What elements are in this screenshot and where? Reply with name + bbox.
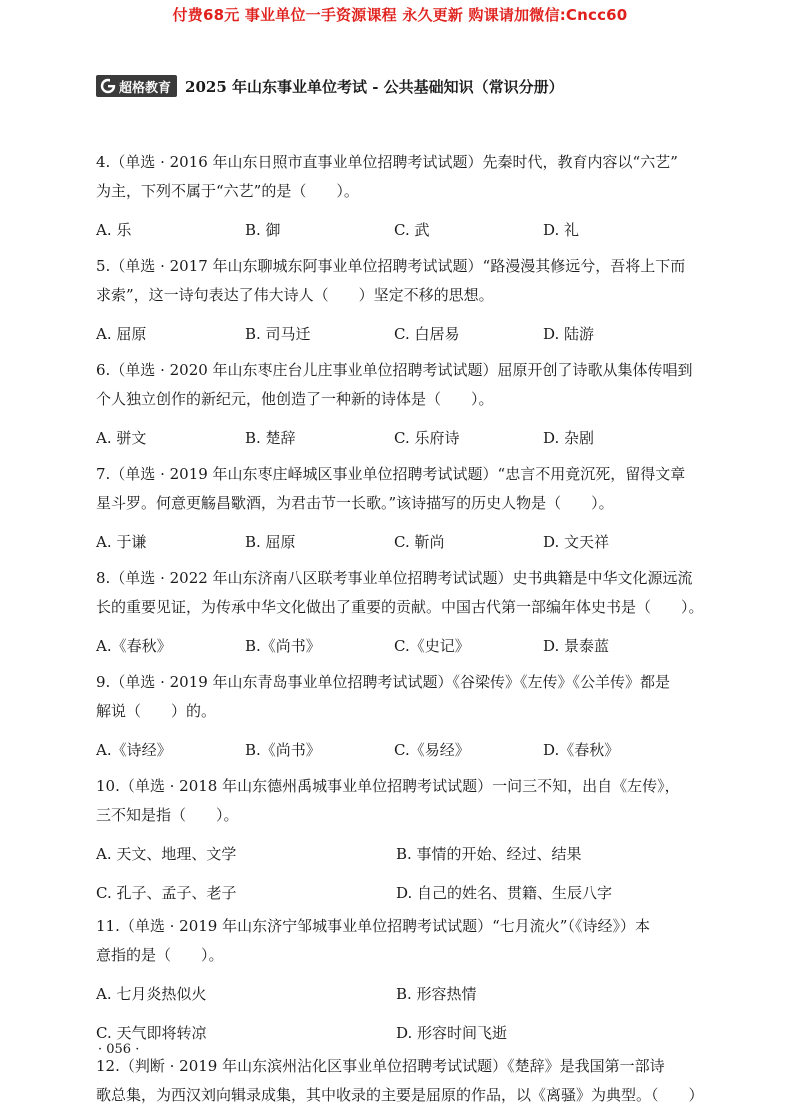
question-stem-continued: 长的重要见证，为传承中华文化做出了重要的贡献。中国古代第一部编年体史书是（ ）。 xyxy=(96,598,704,616)
option-c: C. 孔子、孟子、老子 xyxy=(96,883,237,902)
brand-logo xyxy=(96,75,177,97)
question-stem-continued: 解说（ ）的。 xyxy=(96,702,217,720)
option-d: D. 礼 xyxy=(543,220,580,239)
option-c: C. 乐府诗 xyxy=(394,428,460,447)
question-stem: 5.（单选 · 2017 年山东聊城东阿事业单位招聘考试试题）“路漫漫其修远兮，吾将上下而 xyxy=(96,257,686,275)
options-row xyxy=(96,414,708,460)
question-stem: 7.（单选 · 2019 年山东枣庄峄城区事业单位招聘考试试题）“忠言不用竟沉死，留得文章 xyxy=(96,465,686,483)
option-b: B. 屈原 xyxy=(245,532,296,551)
options-row xyxy=(96,970,708,1016)
option-c: C. 靳尚 xyxy=(394,532,445,551)
option-d: D. 形容时间飞逝 xyxy=(396,1023,508,1042)
question-stem: 8.（单选 · 2022 年山东济南八区联考事业单位招聘考试试题）史书典籍是中华文化源远流 xyxy=(96,569,693,587)
option-b: B. 御 xyxy=(245,220,281,239)
question-stem: 12.（判断 · 2019 年山东滨州沾化区事业单位招聘考试试题）《楚辞》是我国第一部诗 xyxy=(96,1057,665,1075)
question-stem: 11.（单选 · 2019 年山东济宁邹城事业单位招聘考试试题）“七月流火”（《诗经》）本 xyxy=(96,917,650,935)
logo-text: 超格教育 xyxy=(119,80,172,96)
question-item xyxy=(96,772,708,830)
option-d: D. 杂剧 xyxy=(543,428,595,447)
options-row xyxy=(96,518,708,564)
option-b: B.《尚书》 xyxy=(245,740,321,759)
option-a: A.《春秋》 xyxy=(96,636,172,655)
question-item xyxy=(96,148,708,206)
options-row xyxy=(96,622,708,668)
options-row xyxy=(96,206,708,252)
options-row xyxy=(96,876,708,908)
option-b: B. 事情的开始、经过、结果 xyxy=(396,844,582,863)
option-a: A. 屈原 xyxy=(96,324,147,343)
option-d: D. 自己的姓名、贯籍、生辰八字 xyxy=(396,883,613,902)
options-row xyxy=(96,1016,708,1048)
question-item xyxy=(96,912,708,970)
question-item xyxy=(96,668,708,726)
question-stem: 4.（单选 · 2016 年山东日照市直事业单位招聘考试试题）先秦时代，教育内容以“六艺” xyxy=(96,153,678,171)
option-c: C. 白居易 xyxy=(394,324,460,343)
page-number: · 056 · xyxy=(98,1042,140,1057)
option-d: D. 陆游 xyxy=(543,324,595,343)
option-a: A. 天文、地理、文学 xyxy=(96,844,237,863)
option-c: C. 天气即将转凉 xyxy=(96,1023,207,1042)
question-stem: 6.（单选 · 2020 年山东枣庄台儿庄事业单位招聘考试试题）屈原开创了诗歌从集体传唱到 xyxy=(96,361,693,379)
option-c: C. 武 xyxy=(394,220,430,239)
question-stem-continued: 三不知是指（ ）。 xyxy=(96,806,239,824)
question-list xyxy=(96,148,708,1110)
question-stem-continued: 星斗罗。何意更觞昌歜酒，为君击节一长歌。”该诗描写的历史人物是（ ）。 xyxy=(96,494,614,512)
option-b: B. 司马迁 xyxy=(245,324,311,343)
page-title: 2025 年山东事业单位考试 - 公共基础知识（常识分册） xyxy=(185,77,564,96)
option-d: D. 文天祥 xyxy=(543,532,610,551)
question-stem-continued: 为主，下列不属于“六艺”的是（ ）。 xyxy=(96,182,359,200)
option-a: A. 乐 xyxy=(96,220,132,239)
question-stem-continued: 歌总集，为西汉刘向辑录成集，其中收录的主要是屈原的作品，以《离骚》为典型。（ ） xyxy=(96,1086,704,1104)
question-stem-continued: 求索”，这一诗句表达了伟大诗人（ ）坚定不移的思想。 xyxy=(96,286,494,304)
question-item xyxy=(96,356,708,414)
option-c: C.《易经》 xyxy=(394,740,470,759)
question-stem-continued: 意指的是（ ）。 xyxy=(96,946,224,964)
options-row xyxy=(96,726,708,772)
promo-banner: 付费68元 事业单位一手资源课程 永久更新 购课请加微信:Cncc60 xyxy=(172,6,628,24)
question-stem: 9.（单选 · 2019 年山东青岛事业单位招聘考试试题）《谷梁传》《左传》《公羊传》都是 xyxy=(96,673,671,691)
question-item xyxy=(96,1052,708,1110)
option-b: B.《尚书》 xyxy=(245,636,321,655)
option-d: D. 景泰蓝 xyxy=(543,636,610,655)
option-c: C.《史记》 xyxy=(394,636,470,655)
page-header xyxy=(96,74,564,98)
question-stem-continued: 个人独立创作的新纪元，他创造了一种新的诗体是（ ）。 xyxy=(96,390,494,408)
option-a: A. 于谦 xyxy=(96,532,147,551)
option-b: B. 形容热情 xyxy=(396,984,477,1003)
option-b: B. 楚辞 xyxy=(245,428,296,447)
option-a: A. 七月炎热似火 xyxy=(96,984,207,1003)
question-item xyxy=(96,252,708,310)
question-stem: 10.（单选 · 2018 年山东德州禹城事业单位招聘考试试题）一问三不知，出自《左传》， xyxy=(96,777,680,795)
options-row xyxy=(96,310,708,356)
logo-g-icon xyxy=(100,78,116,94)
options-row xyxy=(96,830,708,876)
option-a: A. 骈文 xyxy=(96,428,147,447)
option-a: A.《诗经》 xyxy=(96,740,172,759)
option-d: D.《春秋》 xyxy=(543,740,620,759)
question-item xyxy=(96,564,708,622)
question-item xyxy=(96,460,708,518)
